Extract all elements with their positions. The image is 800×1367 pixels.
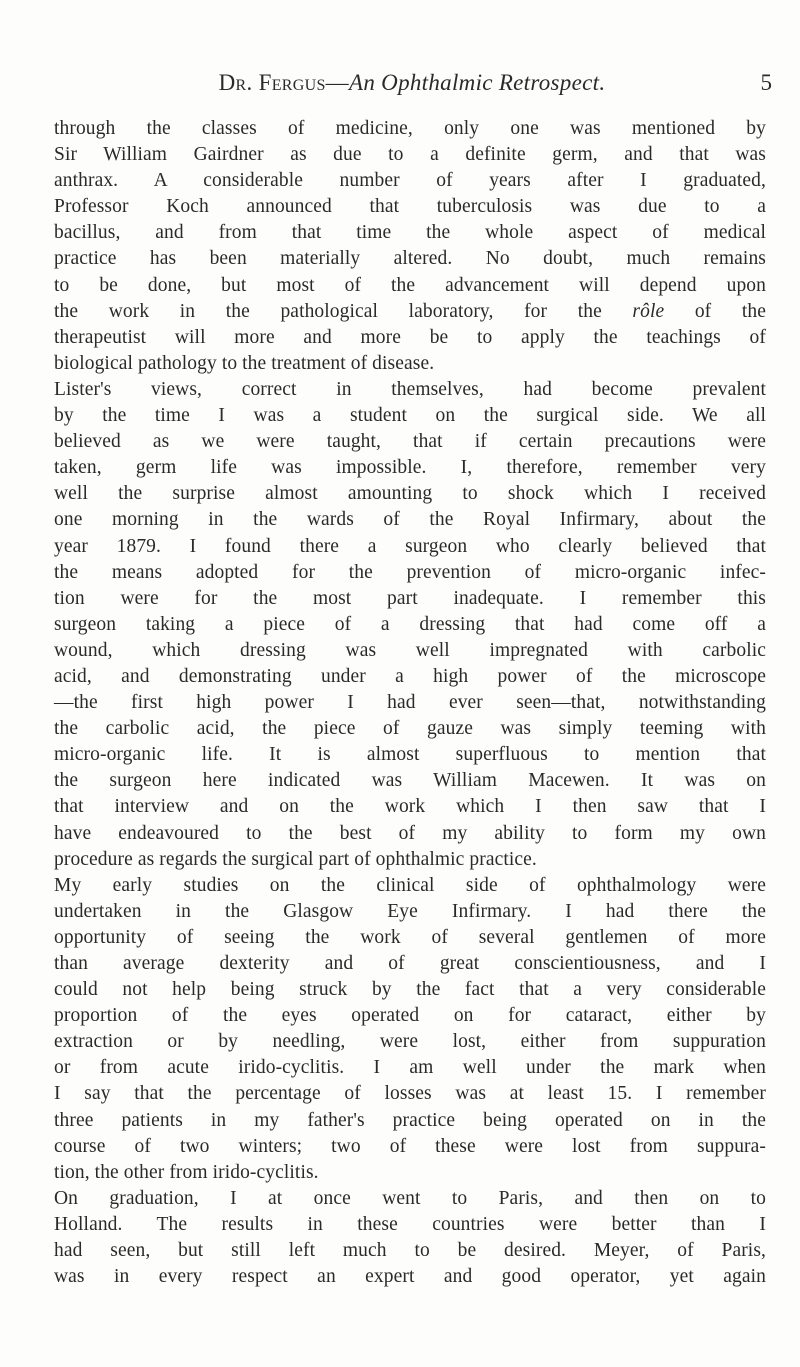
text-line: than average dexterity and of great conscientiousness, and I bbox=[54, 953, 766, 974]
running-head-title: An Ophthalmic Retrospect. bbox=[348, 70, 606, 95]
text-line: wound, which dressing was well impregnated with carbolic bbox=[54, 639, 766, 661]
text-line: to be done, but most of the advancement will depend upon bbox=[54, 274, 766, 296]
text-line: practice has been materially altered. No doubt, much remains bbox=[54, 248, 766, 270]
text-line: had seen, but still left much to be desired. Meyer, of Paris, bbox=[54, 1240, 766, 1262]
text-line: the carbolic acid, the piece of gauze was simply teeming with bbox=[54, 718, 766, 740]
page-number: 5 bbox=[760, 70, 772, 95]
body-text bbox=[54, 116, 766, 1290]
text-line: year 1879. I found there a surgeon who clearly believed that bbox=[54, 535, 766, 557]
text-line: biological pathology to the treatment of disease. bbox=[54, 352, 435, 374]
text-segment: the work in the pathological laboratory, for the bbox=[54, 300, 633, 322]
text-line: course of two winters; two of these were lost from suppura- bbox=[54, 1135, 766, 1157]
text-line: acid, and demonstrating under a high power of the microscope bbox=[54, 665, 766, 687]
running-head-author: Dr. Fergus bbox=[218, 70, 326, 95]
text-line: have endeavoured to the best of my ability to form my own bbox=[54, 822, 766, 844]
running-title bbox=[52, 70, 772, 96]
text-line: was in every respect an expert and good operator, yet again bbox=[54, 1266, 766, 1288]
text-line: anthrax. A considerable number of years after I graduated, bbox=[54, 170, 766, 192]
text-line: procedure as regards the surgical part of ophthalmic practice. bbox=[54, 848, 537, 870]
text-line: —the first high power I had ever seen—that, notwithstanding bbox=[54, 692, 766, 714]
text-line: believed as we were taught, that if certain precautions were bbox=[54, 431, 766, 453]
text-line: bacillus, and from that time the whole aspect of medical bbox=[54, 222, 766, 244]
text-line: could not help being struck by the fact that a very considerable bbox=[54, 979, 766, 1001]
text-line: therapeutist will more and more be to apply the teachings of bbox=[54, 326, 766, 348]
text-line: tion, the other from irido-cyclitis. bbox=[54, 1161, 319, 1183]
text-line: undertaken in the Glasgow Eye Infirmary. I had there the bbox=[54, 900, 766, 922]
text-line: proportion of the eyes operated on for cataract, either by bbox=[54, 1005, 766, 1027]
text-line bbox=[54, 299, 766, 325]
text-line: by the time I was a student on the surgical side. We all bbox=[54, 405, 766, 427]
text-line: opportunity of seeing the work of several gentlemen of more bbox=[54, 926, 766, 948]
text-line: micro-organic life. It is almost superfluous to mention that bbox=[54, 744, 766, 766]
text-line: I say that the percentage of losses was at least 15. I remember bbox=[54, 1083, 766, 1105]
text-line: Lister's views, correct in themselves, had become prevalent bbox=[54, 378, 766, 400]
text-line: or from acute irido-cyclitis. I am well under the mark when bbox=[54, 1057, 766, 1079]
text-line: tion were for the most part inadequate. I remember this bbox=[54, 587, 766, 609]
text-line: three patients in my father's practice being operated on in the bbox=[54, 1109, 766, 1131]
text-line: through the classes of medicine, only one was mentioned by bbox=[54, 118, 766, 139]
text-line: Professor Koch announced that tuberculosis was due to a bbox=[54, 196, 766, 218]
text-line: one morning in the wards of the Royal Infirmary, about the bbox=[54, 509, 766, 531]
text-line: well the surprise almost amounting to shock which I received bbox=[54, 483, 766, 505]
text-line: taken, germ life was impossible. I, therefore, remember very bbox=[54, 457, 766, 479]
italic-text-segment: rôle bbox=[632, 300, 665, 322]
text-line: On graduation, I at once went to Paris, and then on to bbox=[54, 1187, 766, 1209]
text-segment: of the bbox=[664, 300, 766, 322]
text-line: My early studies on the clinical side of ophthalmology were bbox=[54, 874, 766, 896]
text-line: Sir William Gairdner as due to a definite germ, and that was bbox=[54, 144, 766, 166]
text-line: surgeon taking a piece of a dressing that had come off a bbox=[54, 613, 766, 635]
text-line: the surgeon here indicated was William Macewen. It was on bbox=[54, 770, 766, 792]
text-line: that interview and on the work which I then saw that I bbox=[54, 796, 766, 818]
running-head bbox=[52, 70, 772, 100]
running-head-separator: — bbox=[325, 70, 349, 95]
text-line: Holland. The results in these countries were better than I bbox=[54, 1213, 766, 1235]
text-line: the means adopted for the prevention of micro-organic infec- bbox=[54, 561, 766, 583]
text-line: extraction or by needling, were lost, either from suppuration bbox=[54, 1031, 766, 1053]
